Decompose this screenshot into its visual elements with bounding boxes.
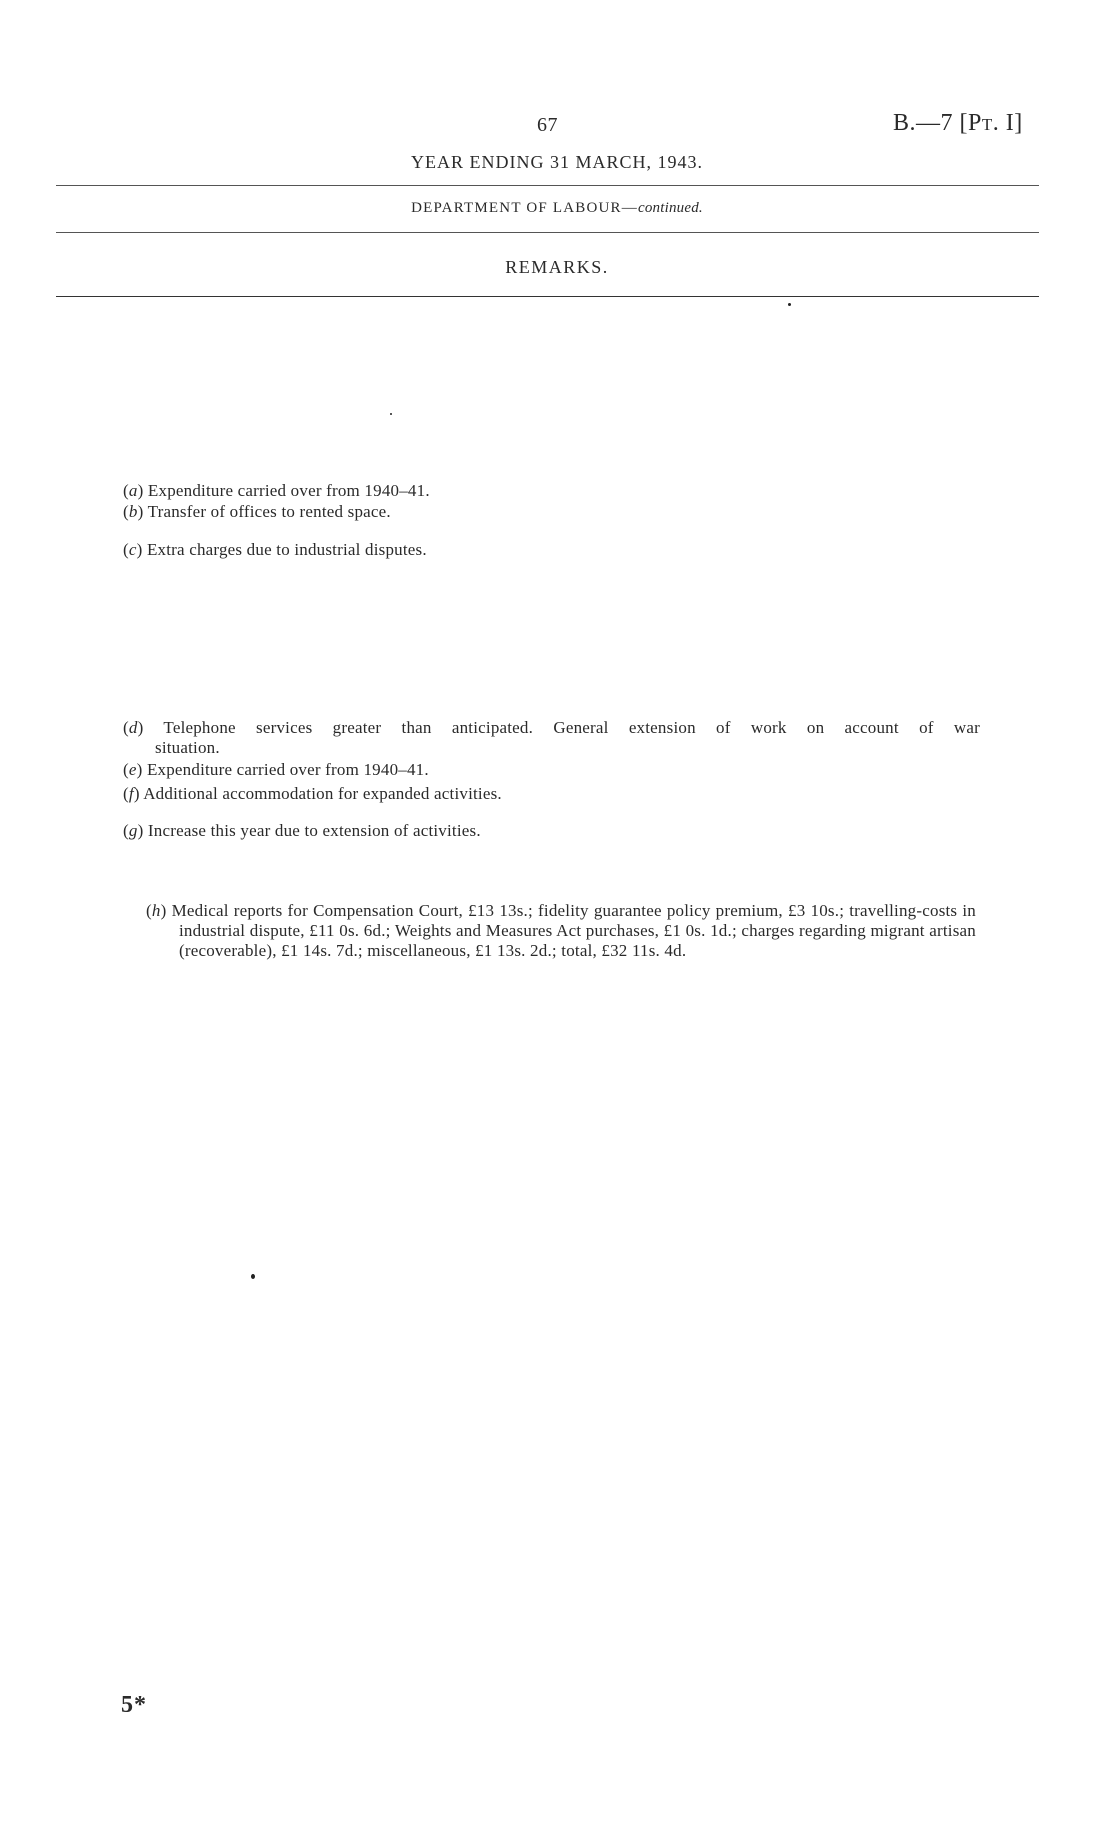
department-continued: continued. (637, 200, 703, 216)
remark-item: (c) Extra charges due to industrial disputes. (123, 540, 427, 559)
signature-mark: 5* (121, 1692, 147, 1718)
remark-text: Medical reports for Compensation Court, £13 13s.; fidelity guarantee policy premium, £3 10s.; travelling-costs in industrial dispute, £11 0s. 6d.; Weights and Measures Act purchases, £1 0s. 1d.; charges regarding migrant artisan (recoverable), £1 14s. 7d.; miscellaneous, £1 13s. 2d.; total, £32 11s. 4d. (171, 901, 976, 960)
scan-speck (251, 1274, 255, 1279)
remark-item: (b) Transfer of offices to rented space. (123, 502, 391, 521)
remark-text: Additional accommodation for expanded activities. (143, 784, 502, 803)
reference-part: Pt. (968, 110, 1000, 136)
scan-speck (788, 303, 791, 306)
document-reference (893, 110, 1023, 137)
remark-text-continued: situation. (155, 738, 220, 757)
remarks-heading: REMARKS. (505, 257, 609, 277)
reference-prefix: B.—7 [ (893, 110, 968, 136)
remark-text: Telephone services greater than anticipated. General extension of work on account of war (163, 718, 980, 737)
remark-label: h (151, 901, 161, 920)
scan-speck (390, 413, 392, 415)
department-name: DEPARTMENT OF LABOUR— (411, 200, 638, 216)
remark-label: e (128, 760, 137, 779)
remark-item: (f) Additional accommodation for expanded activities. (123, 784, 502, 803)
remark-label: a (128, 481, 138, 500)
remark-item: (a) Expenditure carried over from 1940–41. (123, 481, 430, 500)
remark-item: (g) Increase this year due to extension of activities. (123, 821, 481, 840)
remark-item: (h) Medical reports for Compensation Court, £13 13s.; fidelity guarantee policy premium, £3 10s.; travelling-costs in industrial dispute, £11 0s. 6d.; Weights and Measures Act purchases, £1 0s. 1d.; charges regarding migrant artisan (recoverable), £1 14s. 7d.; miscellaneous, £1 13s. 2d.; total, £32 11s. 4d. (146, 901, 976, 960)
remark-text: Expenditure carried over from 1940–41. (146, 760, 429, 779)
remark-text: Increase this year due to extension of activities. (147, 821, 481, 840)
divider-rule (56, 296, 1039, 297)
page-number: 67 (537, 114, 558, 136)
remark-label: b (128, 502, 138, 521)
remark-item: (e) Expenditure carried over from 1940–41. (123, 760, 429, 779)
year-heading: YEAR ENDING 31 MARCH, 1943. (411, 152, 703, 172)
divider-rule (56, 185, 1039, 186)
department-heading (0, 200, 1114, 217)
remark-label: g (128, 821, 138, 840)
remark-label: d (128, 718, 138, 737)
reference-suffix: I] (999, 110, 1023, 136)
divider-rule (56, 232, 1039, 233)
remark-label: c (128, 540, 137, 559)
remark-text: Extra charges due to industrial disputes. (146, 540, 427, 559)
remark-text: Expenditure carried over from 1940–41. (147, 481, 430, 500)
remark-item: (d) Telephone services greater than anticipated. General extension of work on account of war situation. (123, 718, 980, 757)
remark-label: f (128, 784, 134, 803)
remark-text: Transfer of offices to rented space. (147, 502, 391, 521)
